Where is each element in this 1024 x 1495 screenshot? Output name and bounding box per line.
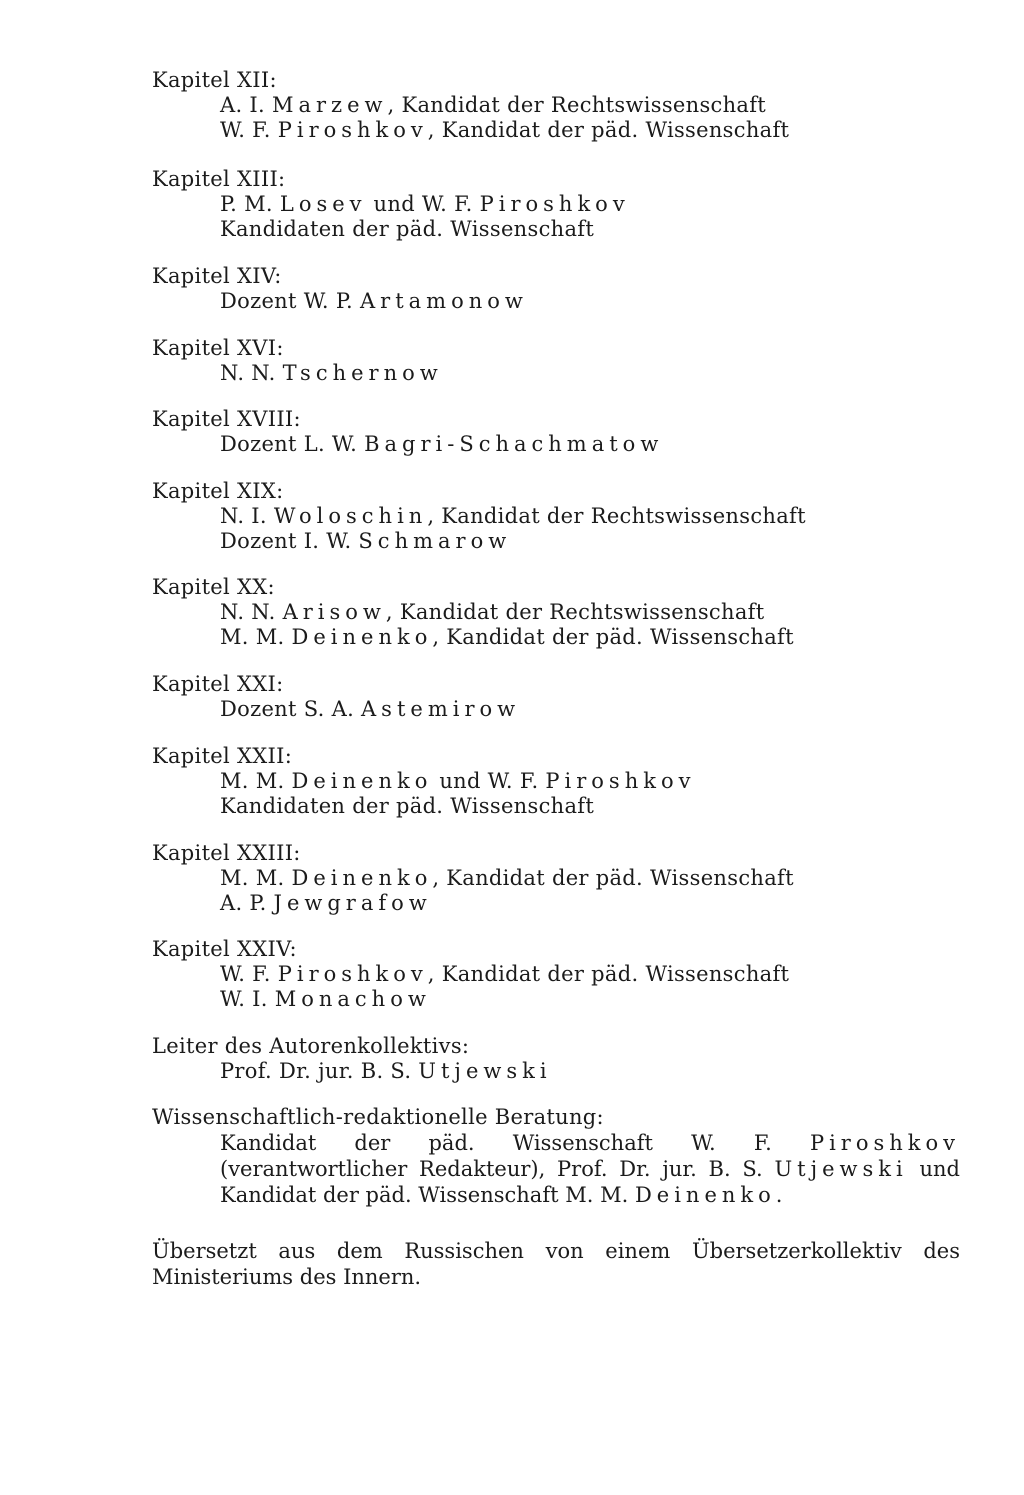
author-text: M. M. — [220, 866, 292, 890]
author-line — [220, 93, 972, 118]
author-surname: Tschernow — [282, 361, 443, 385]
chapter-heading: Kapitel XVI: — [152, 336, 284, 360]
author-surname: Marzew — [271, 93, 388, 117]
author-text: , Kandidat der päd. Wissenschaft — [432, 625, 794, 649]
author-text: M. M. — [220, 769, 292, 793]
chapter-section — [152, 1034, 972, 1084]
author-line — [220, 625, 972, 650]
author-line — [220, 600, 972, 625]
author-text: P. M. — [220, 192, 280, 216]
author-surname: Woloschin — [273, 504, 428, 528]
author-text: und W. F. — [432, 769, 546, 793]
chapter-section — [152, 841, 972, 916]
paragraph-text: . — [775, 1183, 783, 1207]
author-surname: Utjewski — [774, 1157, 908, 1181]
author-surname: Piroshkov — [277, 118, 428, 142]
author-surname: Piroshkov — [809, 1131, 960, 1155]
author-surname: Piroshkov — [545, 769, 696, 793]
author-text: W. I. — [220, 987, 275, 1011]
chapter-section — [152, 264, 972, 314]
chapter-section — [152, 744, 972, 819]
author-surname: Schmarow — [358, 529, 512, 553]
chapter-section — [152, 575, 972, 650]
author-line — [220, 794, 972, 819]
beratung-heading: Wissenschaftlich-redaktionelle Beratung: — [152, 1105, 604, 1129]
chapter-section — [152, 167, 972, 242]
author-text: Dozent I. W. — [220, 529, 359, 553]
chapter-section — [152, 68, 972, 143]
author-text: , Kandidat der Rechtswissenschaft — [387, 93, 767, 117]
author-text: , Kandidat der Rechtswissenschaft — [427, 504, 806, 528]
paragraph-text: (verantwortlicher Redakteur), Prof. Dr. jur. B. S. — [220, 1157, 775, 1181]
author-line — [220, 891, 972, 916]
chapter-heading: Kapitel XXIV: — [152, 937, 297, 961]
author-line — [220, 118, 972, 143]
author-text: Kandidaten der päd. Wissenschaft — [220, 794, 595, 818]
author-line — [220, 697, 972, 722]
chapter-heading: Leiter des Autorenkollektivs: — [152, 1034, 470, 1058]
author-text: A. P. — [220, 891, 274, 915]
author-surname: Deinenko — [634, 1183, 776, 1207]
author-surname: Piroshkov — [277, 962, 428, 986]
author-text: W. F. — [220, 962, 278, 986]
author-surname: Piroshkov — [479, 192, 630, 216]
author-line — [220, 962, 972, 987]
author-text: , Kandidat der päd. Wissenschaft — [427, 962, 790, 986]
author-line — [220, 504, 972, 529]
chapter-heading: Kapitel XII: — [152, 68, 277, 92]
author-surname: Deinenko — [291, 769, 433, 793]
author-text: Dozent W. P. — [220, 289, 360, 313]
author-surname: Deinenko — [291, 625, 433, 649]
author-surname: Jewgrafow — [273, 891, 432, 915]
author-line — [220, 987, 972, 1012]
chapter-heading: Kapitel XVIII: — [152, 407, 301, 431]
chapter-heading: Kapitel XXIII: — [152, 841, 301, 865]
author-surname: Arisow — [282, 600, 386, 624]
author-surname: Monachow — [274, 987, 431, 1011]
chapter-section — [152, 336, 972, 386]
author-text: Dozent L. W. — [220, 432, 365, 456]
author-line — [220, 866, 972, 891]
author-surname: Losev — [279, 192, 367, 216]
author-text: , Kandidat der Rechtswissenschaft — [385, 600, 765, 624]
author-surname: Deinenko — [291, 866, 433, 890]
chapter-heading: Kapitel XXII: — [152, 744, 293, 768]
chapter-heading: Kapitel XIV: — [152, 264, 282, 288]
author-line — [220, 432, 972, 457]
chapter-section — [152, 937, 972, 1012]
author-text: N. N. — [220, 600, 283, 624]
author-line — [220, 289, 972, 314]
author-surname: Bagri-Schachmatow — [364, 432, 664, 456]
author-text: und W. F. — [366, 192, 480, 216]
chapter-heading: Kapitel XIX: — [152, 479, 284, 503]
paragraph-text: und Kandidat der päd. Wissenschaft M. M. — [220, 1157, 961, 1207]
paragraph-text: Kandidat der päd. Wissenschaft W. F. — [220, 1131, 810, 1155]
author-line — [220, 769, 972, 794]
author-line — [220, 529, 972, 554]
chapter-heading: Kapitel XXI: — [152, 672, 284, 696]
author-text: M. M. — [220, 625, 292, 649]
chapter-heading: Kapitel XX: — [152, 575, 275, 599]
author-surname: Utjewski — [418, 1059, 552, 1083]
author-text: , Kandidat der päd. Wissenschaft — [432, 866, 794, 890]
chapter-heading: Kapitel XIII: — [152, 167, 286, 191]
author-line — [220, 1059, 972, 1084]
author-surname: Artamonow — [360, 289, 528, 313]
author-text: Prof. Dr. jur. B. S. — [220, 1059, 419, 1083]
beratung-paragraph — [220, 1130, 960, 1208]
author-surname: Astemirow — [361, 697, 521, 721]
author-line — [220, 192, 972, 217]
chapter-section — [152, 407, 972, 457]
chapter-section — [152, 672, 972, 722]
author-text: N. N. — [220, 361, 283, 385]
author-line — [220, 361, 972, 386]
author-text: Dozent S. A. — [220, 697, 362, 721]
author-text: W. F. — [220, 118, 278, 142]
beratung-section — [152, 1105, 972, 1208]
translation-note: Übersetzt aus dem Russischen von einem Übersetzerkollektiv des Ministeriums des Innern. — [152, 1239, 960, 1289]
author-text: A. I. — [220, 93, 272, 117]
author-line — [220, 217, 972, 242]
author-text: , Kandidat der päd. Wissenschaft — [427, 118, 790, 142]
author-text: Kandidaten der päd. Wissenschaft — [220, 217, 595, 241]
chapter-section — [152, 479, 972, 554]
author-text: N. I. — [220, 504, 274, 528]
